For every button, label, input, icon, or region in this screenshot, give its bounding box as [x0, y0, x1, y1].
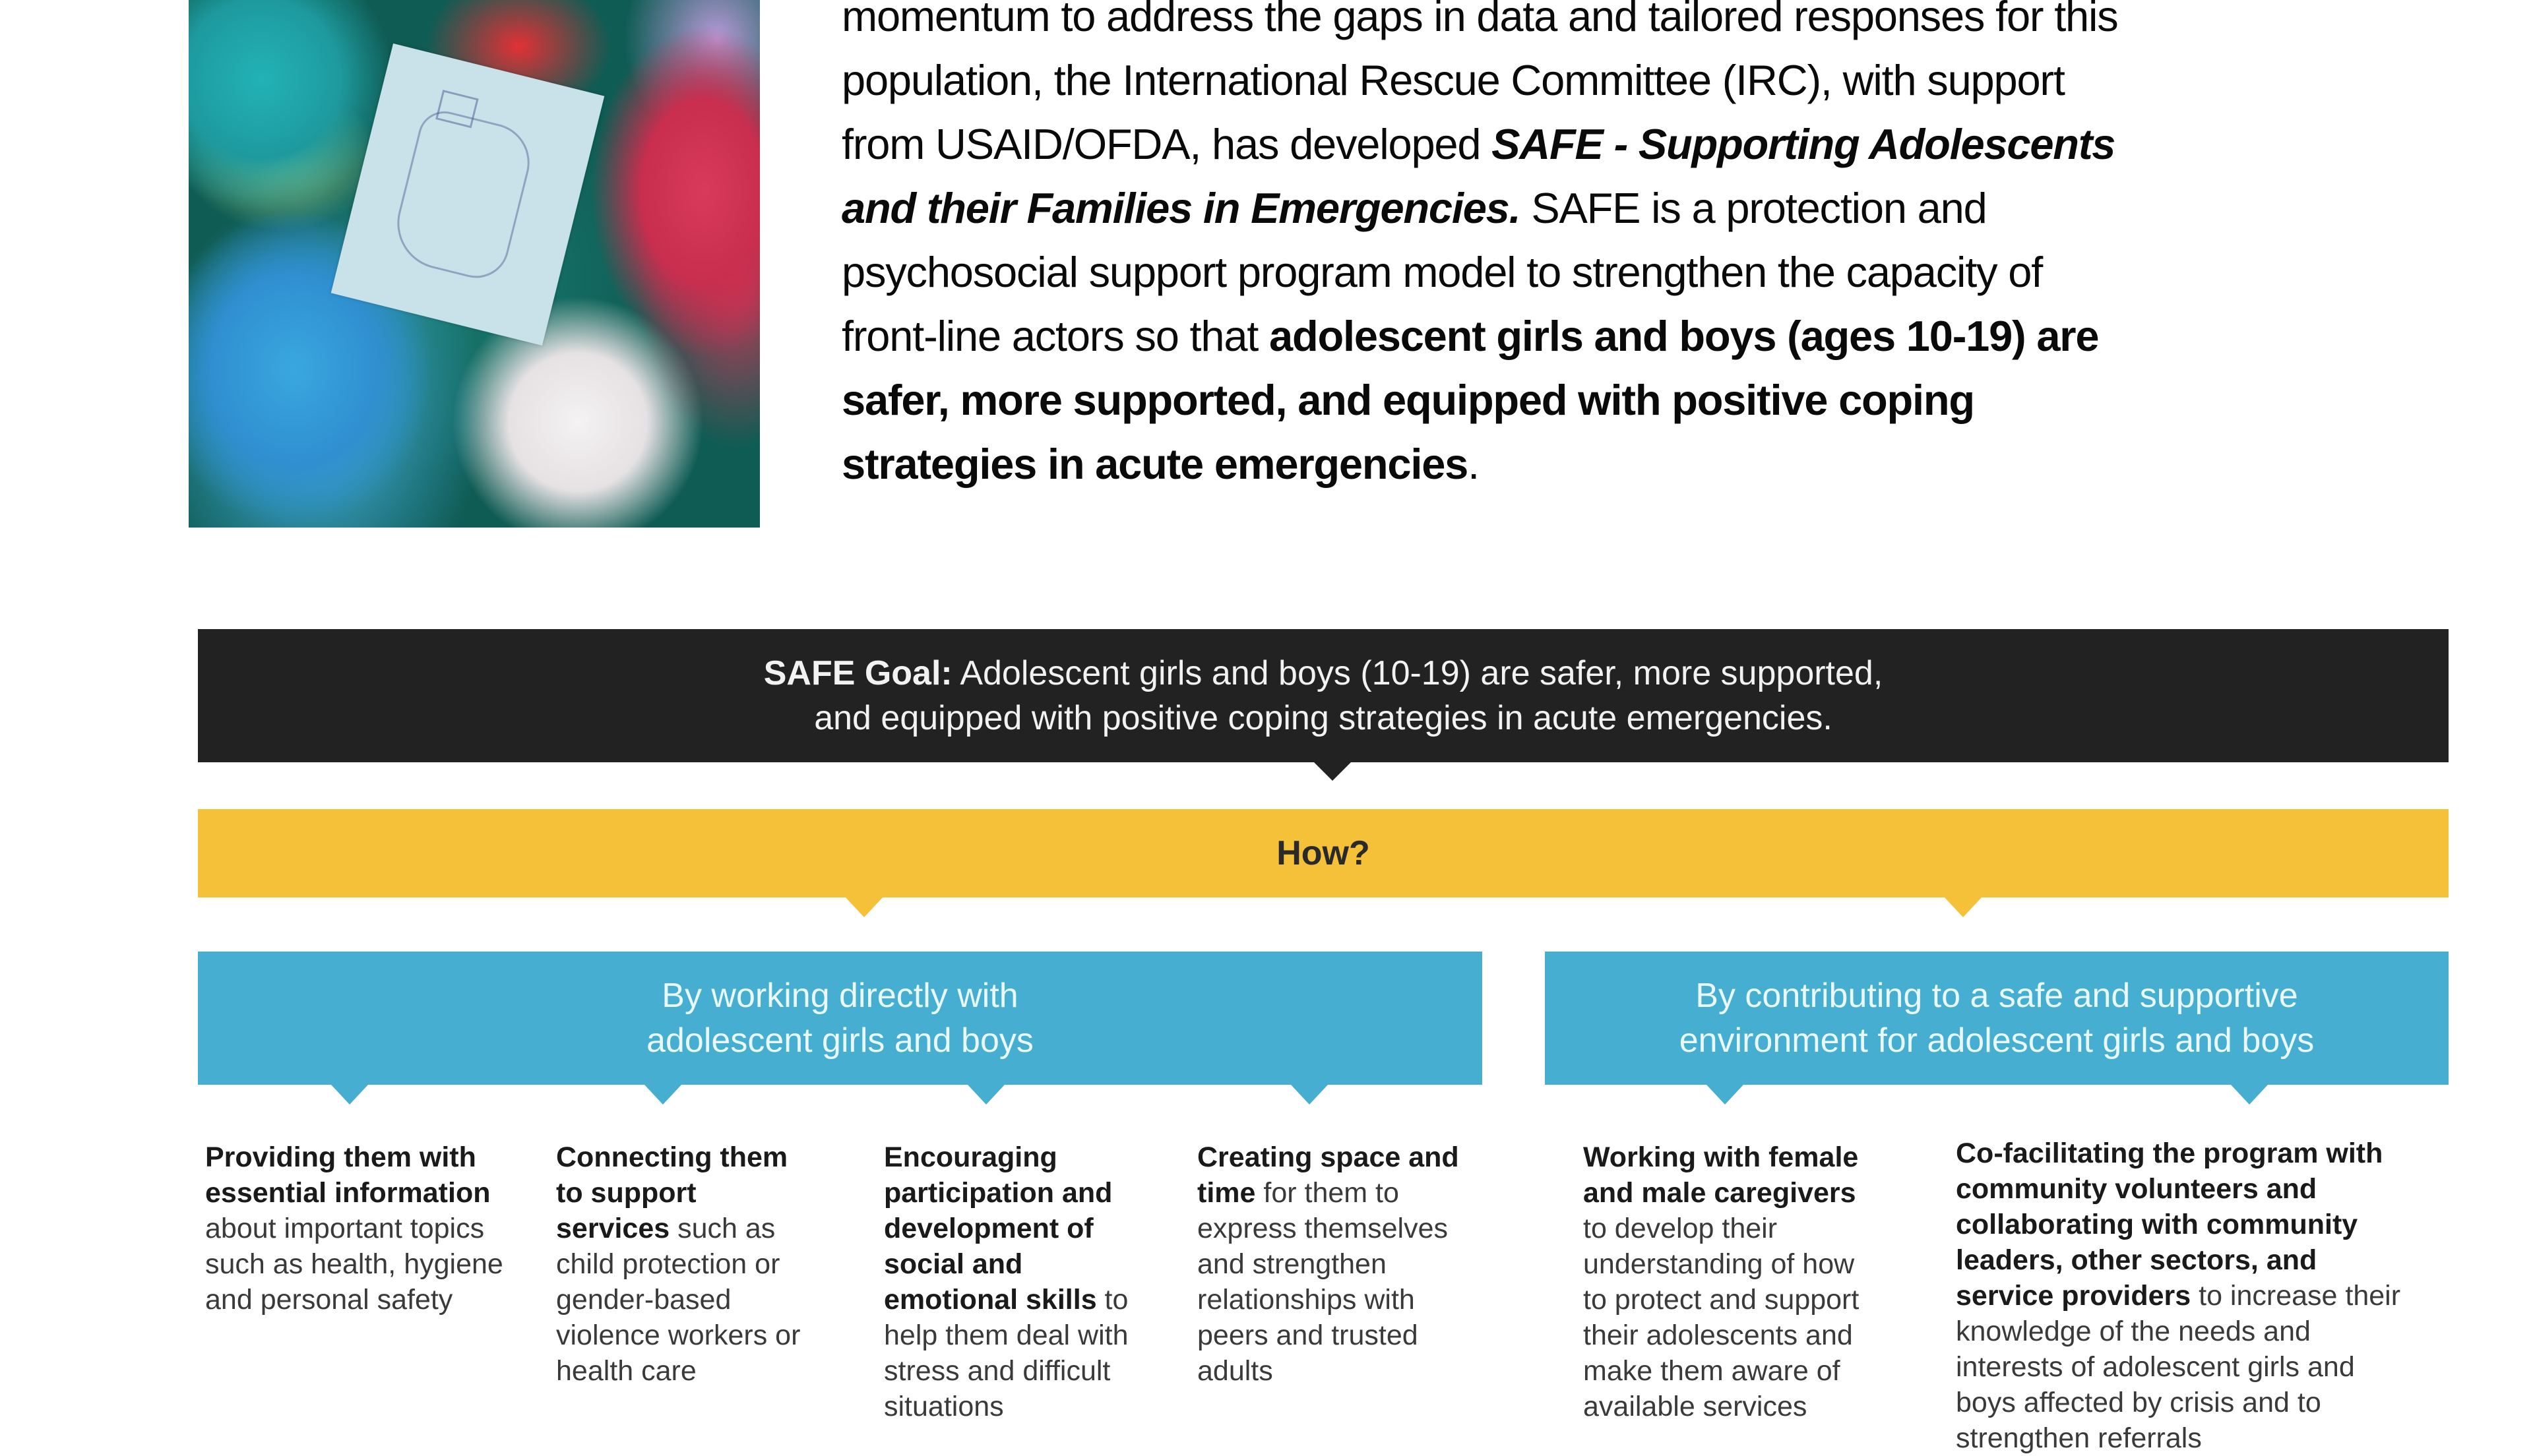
activity-text: available services — [1583, 1391, 1807, 1422]
intro-line: psychosocial support program model to strengthen the capacity of — [842, 248, 2043, 296]
strategy-environment-line1: By contributing to a safe and supportive — [1695, 977, 2298, 1015]
activity-heading: service providers — [1956, 1280, 2191, 1312]
program-name-cont: and their Families in Emergencies. — [842, 184, 1520, 232]
strategy-direct-box — [198, 952, 1482, 1085]
activity-text: help them deal with — [884, 1320, 1129, 1351]
intro-paragraph — [842, 0, 2359, 496]
activity-caregivers — [1583, 1139, 1926, 1424]
activity-text: child protection or — [556, 1248, 780, 1280]
intro-emphasis: adolescent girls and boys (ages 10-19) are — [1269, 312, 2099, 360]
activity-heading: and male caregivers — [1583, 1177, 1856, 1209]
intro-line: population, the International Rescue Committee (IRC), with support — [842, 56, 2065, 104]
intro-line — [842, 176, 2359, 240]
activity-text: interests of adolescent girls and — [1956, 1351, 2355, 1383]
activity-text: to — [1096, 1284, 1129, 1316]
goal-text-line1: Adolescent girls and boys (10-19) are safer, more supported, — [952, 654, 1883, 692]
how-pointer-right-arrow-icon — [1945, 897, 1982, 917]
activity-text: understanding of how — [1583, 1248, 1855, 1280]
activity-text: about important topics — [205, 1213, 485, 1244]
activity-text: to develop their — [1583, 1213, 1778, 1244]
intro-line — [842, 368, 2359, 432]
strategy-pointer-arrow-icon — [968, 1085, 1005, 1105]
activity-text: for them to — [1255, 1177, 1399, 1209]
activity-text: such as health, hygiene — [205, 1248, 503, 1280]
goal-text-line2: and equipped with positive coping strategies in acute emergencies. — [814, 699, 1832, 737]
activity-heading: development of — [884, 1213, 1094, 1244]
activity-heading: Encouraging — [884, 1141, 1057, 1173]
activity-heading: services — [556, 1213, 670, 1244]
activity-heading: participation and — [884, 1177, 1113, 1209]
activity-heading: collaborating with community — [1956, 1209, 2358, 1240]
intro-emphasis: safer, more supported, and equipped with positive coping — [842, 376, 1974, 424]
activity-text: and strengthen — [1197, 1248, 1387, 1280]
activity-community — [1956, 1136, 2457, 1456]
strategy-pointer-arrow-icon — [1291, 1085, 1328, 1105]
activity-heading: Working with female — [1583, 1141, 1859, 1173]
activity-text: boys affected by crisis and to — [1956, 1387, 2321, 1418]
activity-heading: Co-facilitating the program with — [1956, 1138, 2383, 1169]
strategy-direct-line1: By working directly with — [662, 977, 1018, 1015]
activity-heading: essential information — [205, 1177, 491, 1209]
activity-heading: emotional skills — [884, 1284, 1097, 1316]
how-pointer-left-arrow-icon — [846, 897, 883, 917]
intro-line: momentum to address the gaps in data and tailored responses for this — [842, 0, 2118, 40]
activity-support-services — [556, 1139, 873, 1389]
activity-essential-information — [205, 1139, 535, 1318]
activity-text: relationships with — [1197, 1284, 1415, 1316]
intro-line — [842, 304, 2359, 368]
activity-text: to increase their — [2191, 1280, 2401, 1312]
strategy-pointer-arrow-icon — [1706, 1085, 1743, 1105]
intro-line — [842, 112, 2359, 176]
strategy-environment-line2: environment for adolescent girls and boys — [1679, 1021, 2315, 1060]
strategy-pointer-arrow-icon — [331, 1085, 368, 1105]
safe-goal-banner — [198, 629, 2449, 762]
activity-social-emotional-skills — [884, 1139, 1194, 1424]
activity-heading: social and — [884, 1248, 1023, 1280]
activity-heading: to support — [556, 1177, 697, 1209]
strategy-pointer-arrow-icon — [644, 1085, 681, 1105]
activity-text: such as — [670, 1213, 776, 1244]
activity-heading: Providing them with — [205, 1141, 476, 1173]
activity-heading: Connecting them — [556, 1141, 788, 1173]
activity-heading: time — [1197, 1177, 1256, 1209]
activity-text: stress and difficult — [884, 1355, 1111, 1387]
activity-text: express themselves — [1197, 1213, 1448, 1244]
activity-text: health care — [556, 1355, 697, 1387]
how-label: How? — [1276, 834, 1370, 872]
intro-text: SAFE is a protection and — [1520, 184, 1987, 232]
drawing-paper — [331, 44, 605, 346]
activity-space-and-time — [1197, 1139, 1514, 1389]
activity-text: situations — [884, 1391, 1004, 1422]
activity-text: knowledge of the needs and — [1956, 1316, 2311, 1347]
strategy-pointer-arrow-icon — [2231, 1085, 2268, 1105]
activity-text: their adolescents and — [1583, 1320, 1853, 1351]
intro-emphasis: strategies in acute emergencies — [842, 440, 1468, 488]
goal-pointer-arrow-icon — [1314, 762, 1351, 781]
activity-text: and personal safety — [205, 1284, 453, 1316]
strategy-environment-box — [1545, 952, 2449, 1085]
intro-text: from USAID/OFDA, has developed — [842, 120, 1492, 168]
goal-label: SAFE Goal: — [763, 654, 953, 692]
intro-text: front-line actors so that — [842, 312, 1269, 360]
activity-text: adults — [1197, 1355, 1273, 1387]
activity-text: peers and trusted — [1197, 1320, 1418, 1351]
program-photo — [189, 0, 760, 528]
intro-line — [842, 432, 2359, 496]
how-banner — [198, 809, 2449, 897]
strategy-direct-line2: adolescent girls and boys — [646, 1021, 1034, 1060]
activity-text: violence workers or — [556, 1320, 801, 1351]
intro-text: . — [1468, 440, 1479, 488]
activity-heading: community volunteers and — [1956, 1173, 2317, 1205]
activity-text: strengthen referrals — [1956, 1422, 2202, 1454]
program-name: SAFE - Supporting Adolescents — [1491, 120, 2115, 168]
activity-text: make them aware of — [1583, 1355, 1840, 1387]
activity-text: gender-based — [556, 1284, 732, 1316]
activity-text: to protect and support — [1583, 1284, 1860, 1316]
activity-heading: leaders, other sectors, and — [1956, 1244, 2317, 1276]
activity-heading: Creating space and — [1197, 1141, 1459, 1173]
